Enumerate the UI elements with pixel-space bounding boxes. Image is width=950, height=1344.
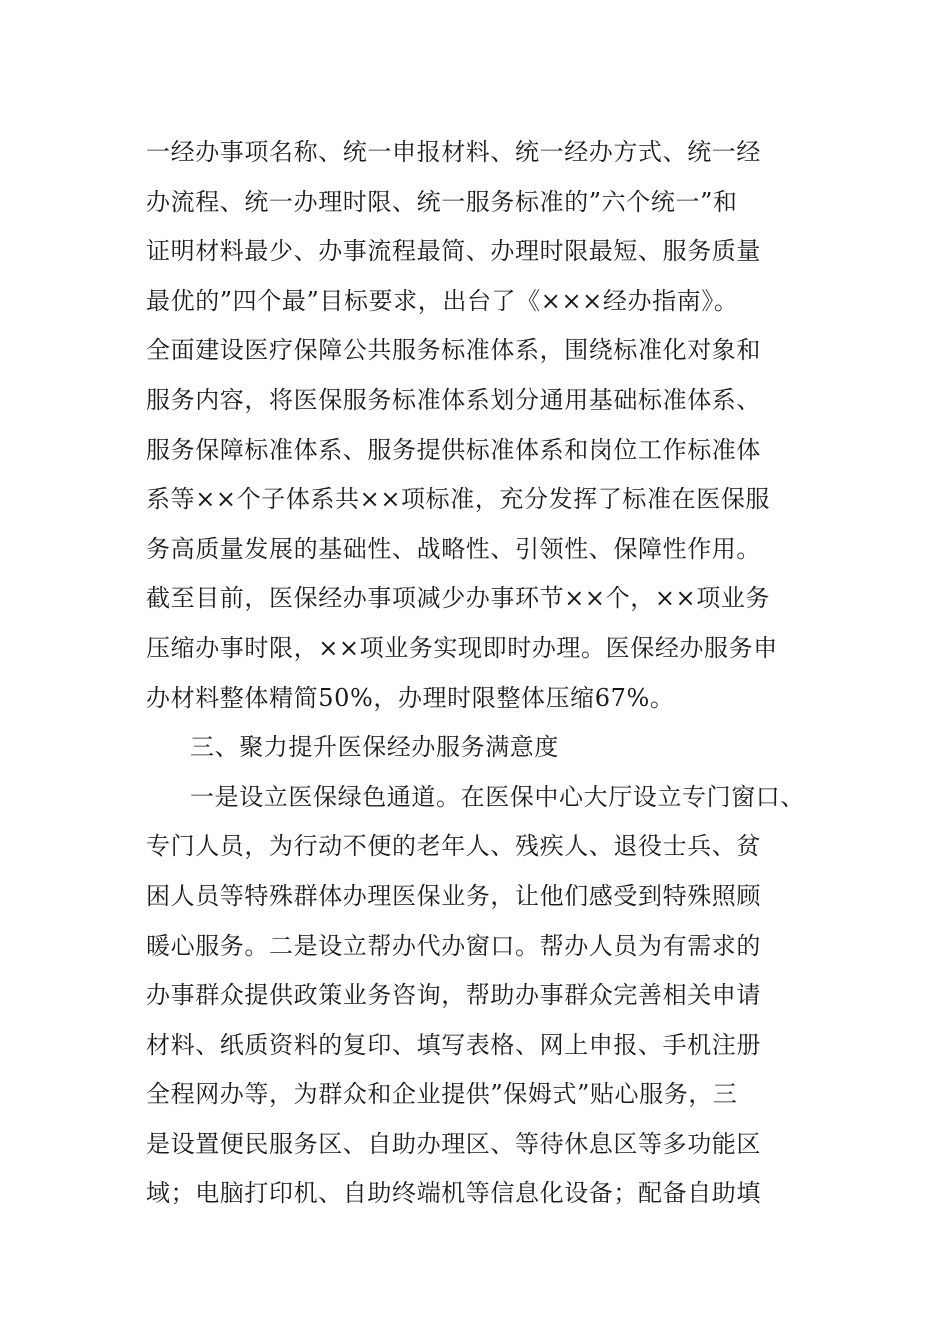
text-line: 务高质量发展的基础性、战略性、引领性、保障性作用。 — [146, 534, 761, 563]
text-line: 困人员等特殊群体办理医保业务，让他们感受到特殊照顾 — [146, 881, 761, 910]
text-line: 域；电脑打印机、自助终端机等信息化设备；配备自助填 — [146, 1179, 761, 1208]
text-line: 截至目前，医保经办事项减少办事环节××个，××项业务 — [146, 584, 771, 613]
text-line: 一经办事项名称、统一申报材料、统一经办方式、统一经 — [146, 138, 761, 166]
text-line: 专门人员，为行动不便的老年人、残疾人、退役士兵、贫 — [146, 832, 761, 861]
document-body — [146, 128, 826, 1219]
text-line: 全面建设医疗保障公共服务标准体系，围绕标准化对象和 — [146, 336, 761, 365]
text-line: 证明材料最少、办事流程最简、办理时限最短、服务质量 — [146, 237, 761, 266]
section-heading: 三、聚力提升医保经办服务满意度 — [190, 733, 559, 762]
text-line: 服务内容，将医保服务标准体系划分通用基础标准体系、 — [146, 385, 761, 414]
text-line: 服务保障标准体系、服务提供标准体系和岗位工作标准体 — [146, 435, 761, 464]
text-line: 办材料整体精简50%，办理时限整体压缩67%。 — [146, 683, 675, 712]
text-line: 办流程、统一办理时限、统一服务标准的”六个统一”和 — [146, 187, 738, 216]
text-line: 办事群众提供政策业务咨询，帮助办事群众完善相关申请 — [146, 981, 761, 1010]
text-line: 材料、纸质资料的复印、填写表格、网上申报、手机注册 — [146, 1030, 761, 1059]
text-line: 最优的”四个最”目标要求，出台了《×××经办指南》。 — [146, 286, 739, 315]
text-line: 一是设立医保绿色通道。在医保中心大厅设立专门窗口、 — [190, 782, 805, 811]
text-line: 系等××个子体系共××项标准，充分发挥了标准在医保服 — [146, 485, 771, 514]
text-line: 是设置便民服务区、自助办理区、等待休息区等多功能区 — [146, 1129, 761, 1158]
text-line: 暖心服务。二是设立帮办代办窗口。帮办人员为有需求的 — [146, 931, 761, 960]
text-line: 压缩办事时限，××项业务实现即时办理。医保经办服务申 — [146, 633, 778, 662]
text-line: 全程网办等，为群众和企业提供”保姆式”贴心服务，三 — [146, 1080, 738, 1109]
